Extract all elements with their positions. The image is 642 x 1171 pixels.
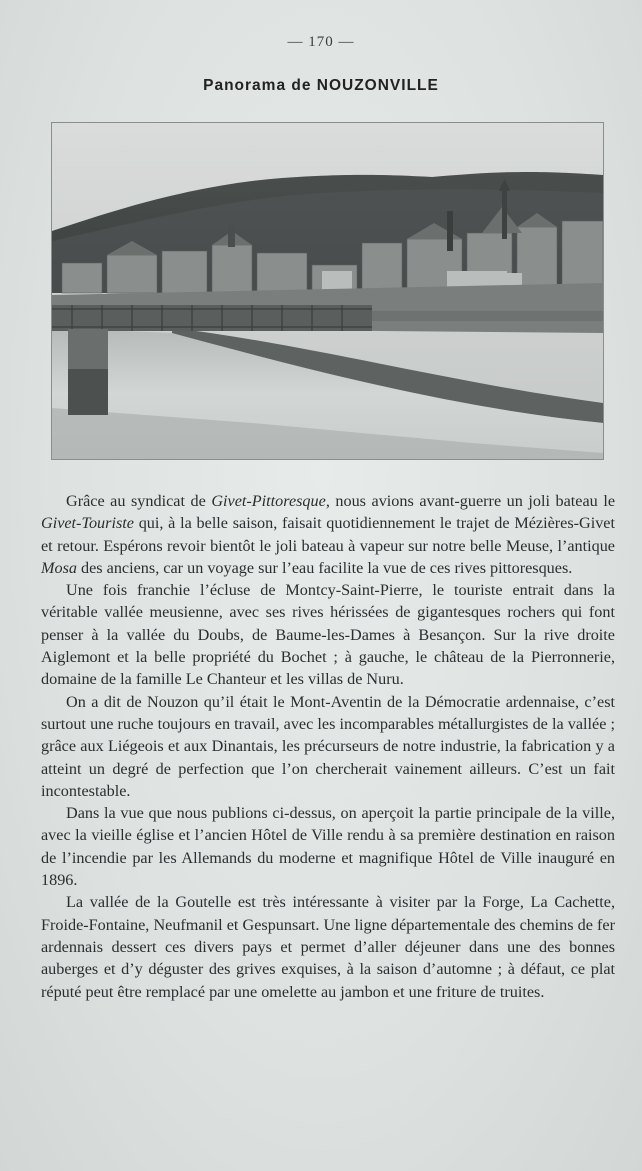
text-run: On a dit de Nouzon qu’il était le Mont-Aventin de la Démocratie ardennaise, c’est surtout une ruche toujours en travail, avec les incomparables métallurgistes de la vallée ; grâce aux Liégeois et aux Dinantais, les précurseurs de notre industrie, la fabrication y a atteint un degré de perfection que l’on chercherait vainement ailleurs. C’est un fait incontestable. — [41, 692, 615, 800]
page-number: — 170 — — [287, 34, 355, 50]
text-run: qui, à la belle saison, faisait quotidiennement le trajet de Mézières-Givet et retour. Espérons revoir bientôt le joli bateau à vapeur sur notre belle Meuse, l’antique — [41, 514, 615, 555]
article-text — [41, 490, 615, 1003]
italic-text: Givet-Touriste — [41, 514, 134, 533]
text-run: , nous avions avant-guerre un joli bateau le — [325, 492, 615, 510]
town-panorama-photo — [51, 122, 604, 460]
page-title: Panorama de NOUZONVILLE — [203, 77, 439, 94]
paragraph — [41, 891, 615, 1002]
text-run: Une fois franchie l’écluse de Montcy-Saint-Pierre, le touriste entrait dans la véritable vallée meusienne, avec ses rives hérissées de gigantesques rochers qui font penser à la vallée du Doubs, de Baume-les-Dames à Besançon. Sur la rive droite Aiglemont et la belle propriété du Bochet ; à gauche, le château de la Pierronnerie, domaine de la famille Le Chanteur et les villas de Nuru. — [41, 581, 615, 689]
text-run: Dans la vue que nous publions ci-dessus, on aperçoit la partie principale de la ville, avec la vieille église et l’ancien Hôtel de Ville rendu à sa première destination en raison de l’incendie par les Allemands du moderne et magnifique Hôtel de Ville inauguré en 1896. — [41, 804, 615, 890]
italic-text: Givet-Pittoresque — [211, 492, 326, 510]
paragraph — [41, 579, 615, 690]
text-run: La vallée de la Goutelle est très intéressante à visiter par la Forge, La Cachette, Froide-Fontaine, Neufmanil et Gespunsart. Une ligne départementale des chemins de fer ardennais dessert ces divers pays et permet d’aller déjeuner dans une des bonnes auberges et d’y déguster des grives exquises, à la saison d’automne ; à défaut, ce plat réputé peut être remplacé par une omelette au jambon et une friture de truites. — [41, 893, 615, 1001]
paragraph — [41, 802, 615, 891]
text-run: des anciens, car un voyage sur l’eau facilite la vue de ces rives pittoresques. — [76, 558, 573, 577]
italic-text: Mosa — [41, 558, 77, 577]
text-run: Grâce au syndicat de — [66, 492, 212, 510]
paragraph — [41, 490, 615, 579]
paragraph — [41, 691, 615, 802]
